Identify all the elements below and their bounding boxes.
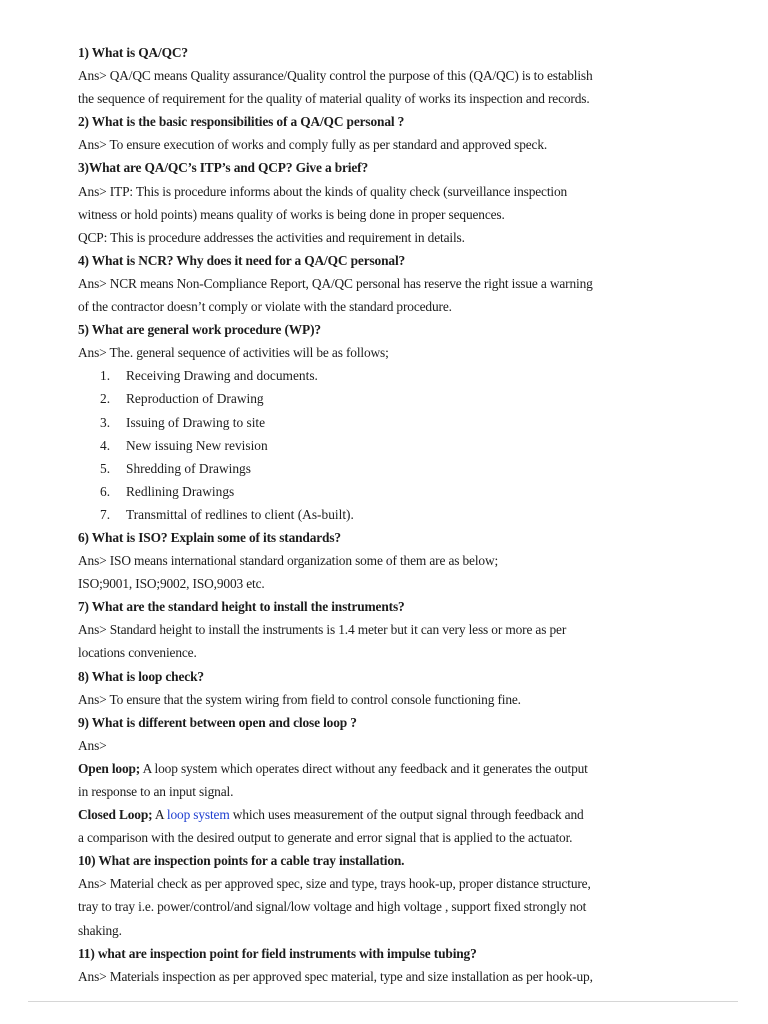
question-heading: 10) What are inspection points for a cable tray installation.	[78, 853, 405, 869]
question-heading: 7) What are the standard height to install the instruments?	[78, 599, 405, 615]
qa-block-3	[78, 849, 648, 988]
question-heading: 6) What is ISO? Explain some of its standards?	[78, 529, 341, 545]
answer-text: Ans> Material check as per approved spec, size and type, trays hook-up, proper distance structure,	[78, 876, 591, 892]
list-item-text: New issuing New revision	[126, 437, 268, 453]
answer-text: of the contractor doesn’t comply or violate with the standard procedure.	[78, 299, 452, 315]
answer-text: Ans> To ensure execution of works and comply fully as per standard and approved speck.	[78, 137, 548, 153]
list-item-text: Transmittal of redlines to client (As-built).	[126, 506, 354, 522]
closed-loop-definition-cont: a comparison with the desired output to generate and error signal that is applied to the actuator.	[78, 830, 573, 846]
answer-text: Ans> Materials inspection as per approved spec material, type and size installation as per hook-up,	[78, 968, 593, 984]
answer-text: Ans> Standard height to install the instruments is 1.4 meter but it can very less or more as per	[78, 622, 567, 638]
open-loop-term: Open loop;	[78, 760, 141, 776]
list-item	[78, 503, 648, 526]
answer-text: Ans> To ensure that the system wiring from field to control console functioning fine.	[78, 691, 521, 707]
list-number: 7.	[100, 506, 111, 522]
list-number: 1.	[100, 368, 111, 384]
list-item-text: Redlining Drawings	[126, 483, 235, 499]
closed-loop-text: which uses measurement of the output signal through feedback and	[229, 807, 584, 823]
open-loop-definition-cont: in response to an input signal.	[78, 784, 234, 799]
answer-text: Ans> ISO means international standard organization some of them are as below;	[78, 553, 499, 569]
qa-block-1	[78, 41, 648, 364]
list-item	[78, 387, 648, 410]
list-number: 6.	[100, 483, 111, 499]
answer-text: QCP: This is procedure addresses the activities and requirement in details.	[78, 229, 465, 245]
list-number: 5.	[100, 460, 111, 476]
question-heading: 1) What is QA/QC?	[78, 45, 188, 60]
answer-text: Ans> NCR means Non-Compliance Report, QA/QC personal has reserve the right issue a warning	[78, 275, 593, 291]
open-loop-definition	[78, 757, 648, 780]
answer-text: the sequence of requirement for the quality of material quality of works its inspection and records.	[78, 91, 590, 107]
question-heading: 9) What is different between open and close loop ?	[78, 714, 357, 730]
list-item	[78, 457, 648, 480]
question-heading: 3)What are QA/QC’s ITP’s and QCP? Give a brief?	[78, 160, 369, 176]
answer-text: ISO;9001, ISO;9002, ISO,9003 etc.	[78, 576, 265, 592]
answer-text: shaking.	[78, 922, 122, 938]
list-item	[78, 480, 648, 503]
list-item-text: Shredding of Drawings	[126, 460, 251, 476]
answer-text: Ans> ITP: This is procedure informs about the kinds of quality check (surveillance inspection	[78, 183, 568, 199]
question-heading: 4) What is NCR? Why does it need for a QA/QC personal?	[78, 252, 406, 268]
answer-text: Ans> QA/QC means Quality assurance/Quality control the purpose of this (QA/QC) is to establish	[78, 68, 593, 84]
list-item	[78, 364, 648, 387]
qa-block-2	[78, 526, 648, 757]
question-heading: 11) what are inspection point for field instruments with impulse tubing?	[78, 945, 477, 961]
list-item	[78, 434, 648, 457]
list-item-text: Issuing of Drawing to site	[126, 414, 266, 430]
page-divider	[28, 1001, 738, 1002]
question-heading: 2) What is the basic responsibilities of a QA/QC personal ?	[78, 114, 405, 130]
question-heading: 8) What is loop check?	[78, 668, 204, 684]
closed-loop-definition	[78, 803, 648, 826]
list-item	[78, 411, 648, 434]
answer-text: Ans> The. general sequence of activities will be as follows;	[78, 345, 389, 361]
closed-loop-term: Closed Loop;	[78, 807, 153, 823]
procedure-list	[78, 364, 648, 526]
list-number: 2.	[100, 391, 111, 407]
answer-text: locations convenience.	[78, 645, 197, 661]
closed-loop-pre: A	[152, 807, 167, 823]
document-page	[78, 41, 648, 988]
list-number: 4.	[100, 437, 111, 453]
loop-system-link[interactable]: loop system	[166, 807, 230, 823]
question-heading: 5) What are general work procedure (WP)?	[78, 322, 321, 338]
answer-text: witness or hold points) means quality of works is being done in proper sequences.	[78, 206, 505, 222]
open-loop-text: A loop system which operates direct without any feedback and it generates the output	[140, 760, 588, 776]
list-number: 3.	[100, 414, 111, 430]
answer-text: Ans>	[78, 737, 107, 753]
list-item-text: Receiving Drawing and documents.	[126, 368, 318, 384]
answer-text: tray to tray i.e. power/control/and signal/low voltage and high voltage , support fixed strongly not	[78, 899, 587, 915]
list-item-text: Reproduction of Drawing	[126, 391, 264, 407]
